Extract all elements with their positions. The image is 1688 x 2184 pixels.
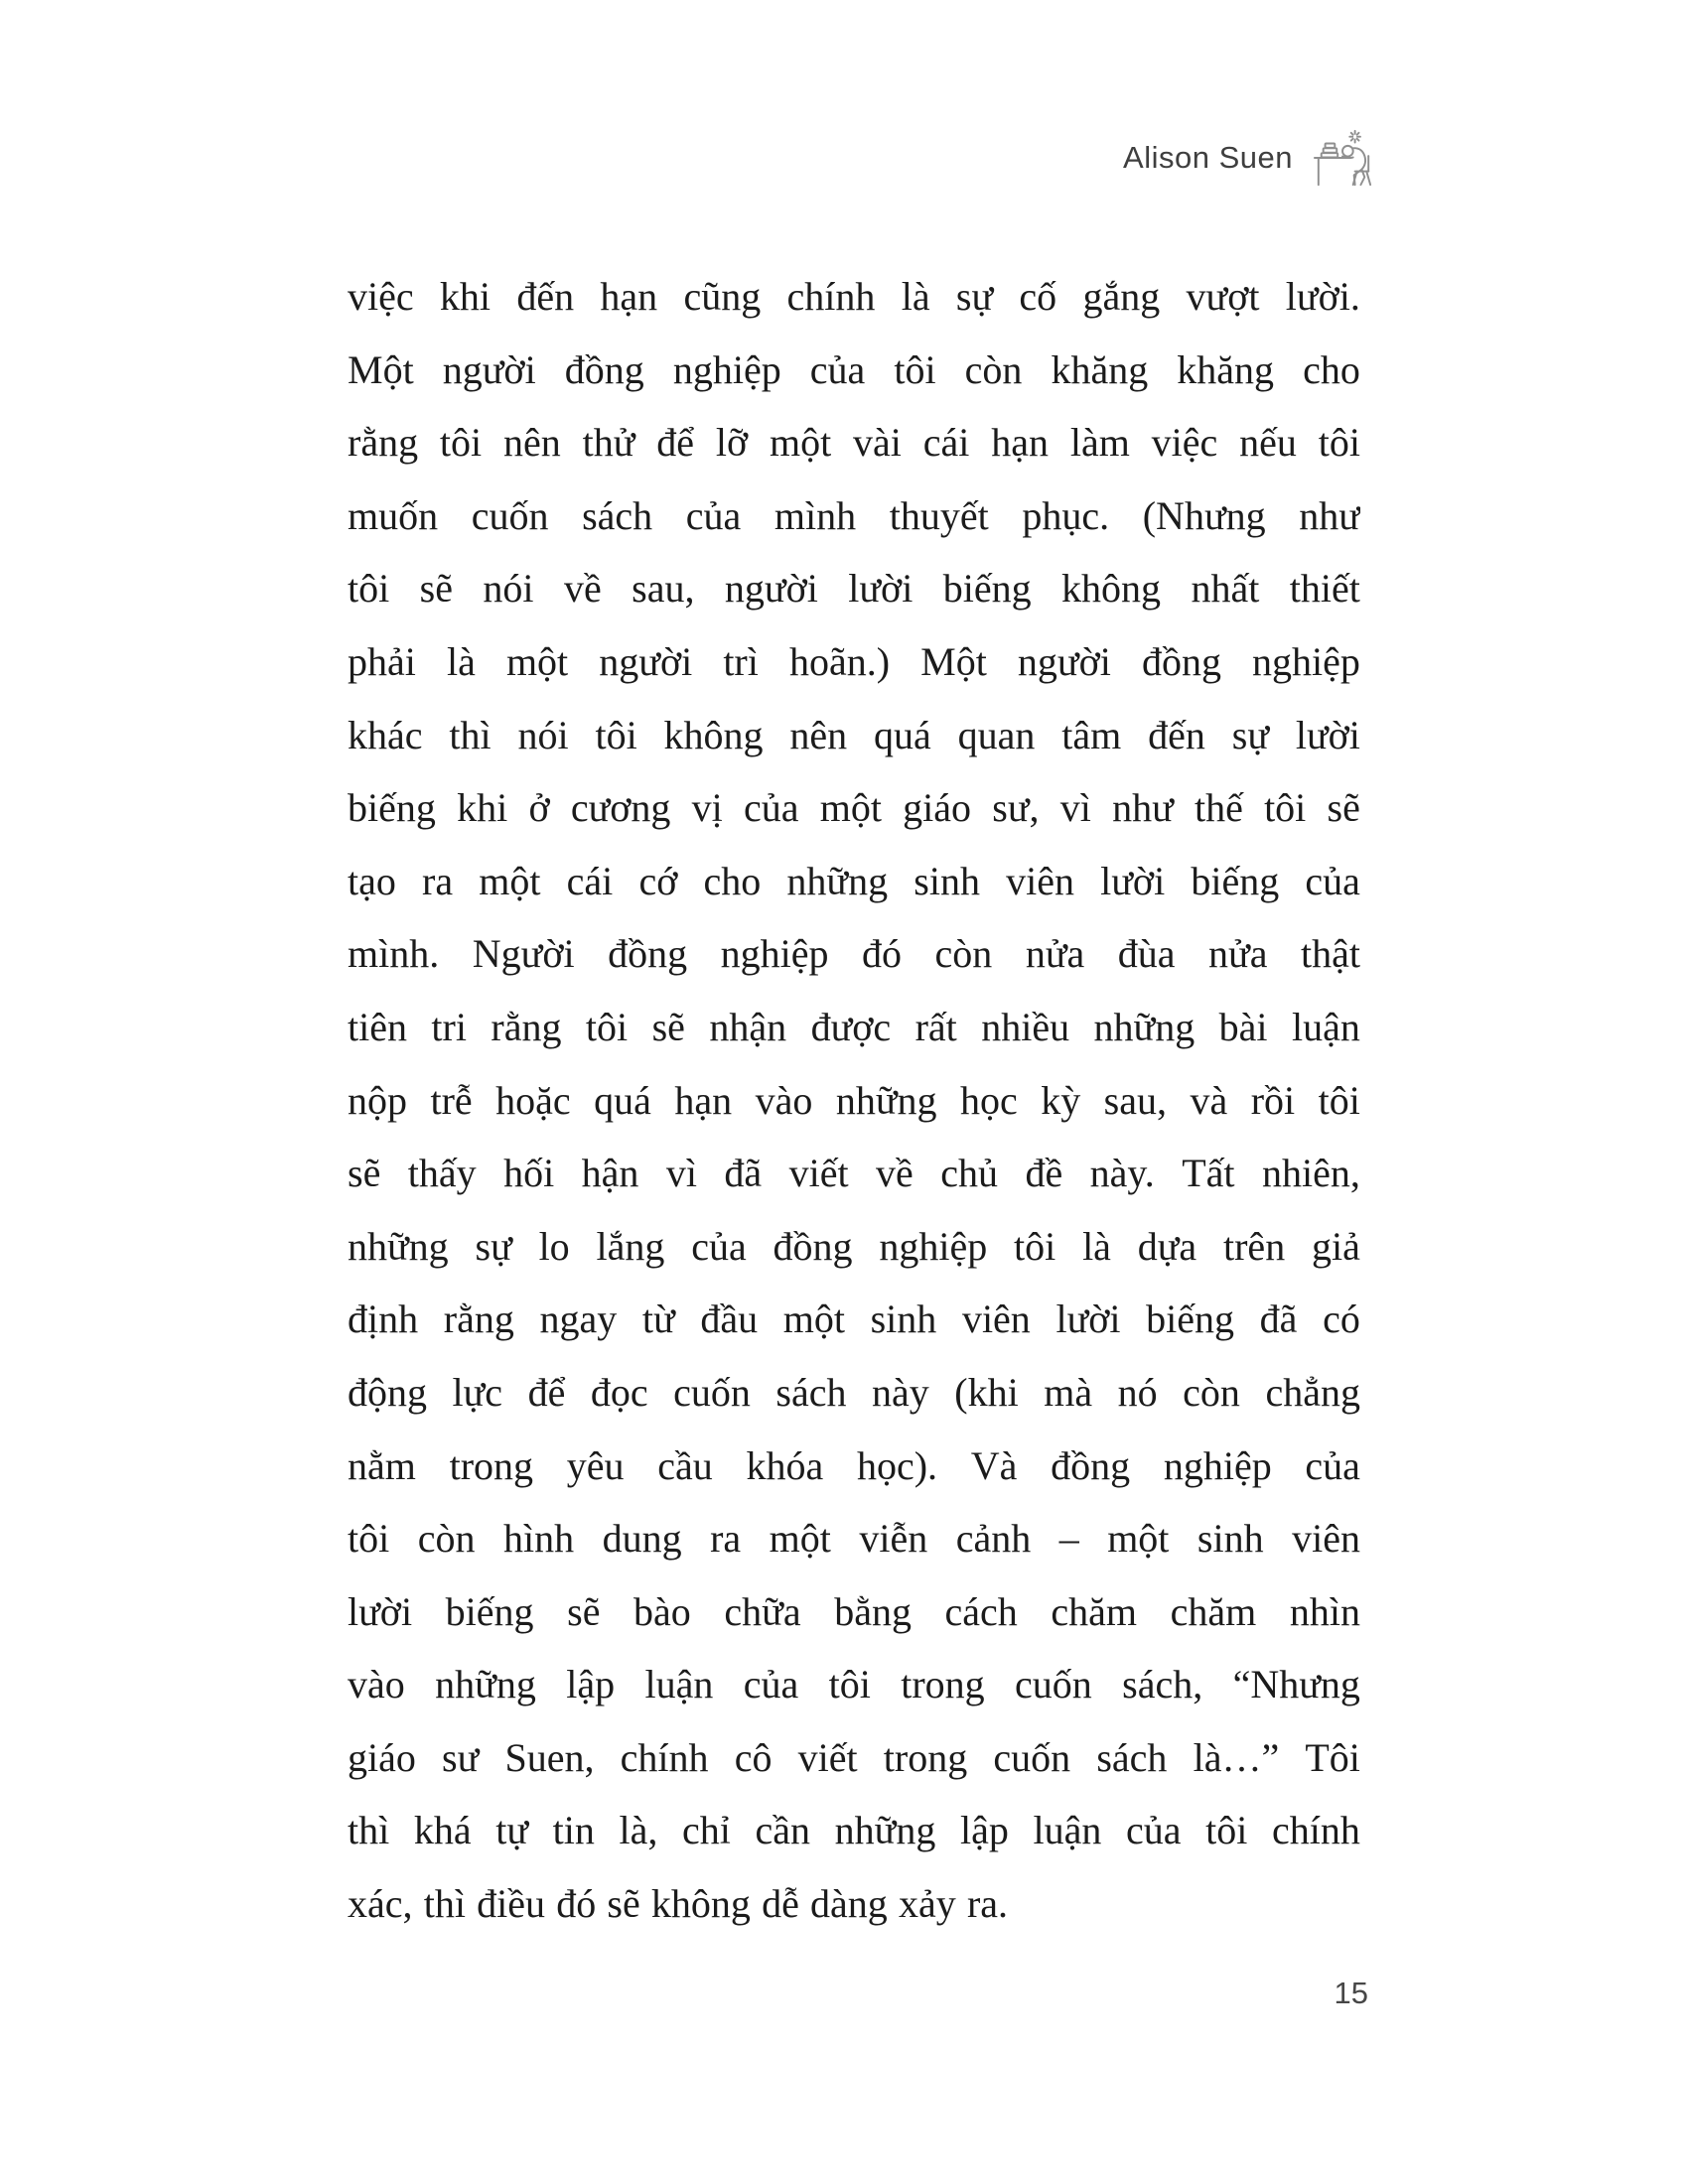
text-line: tạo ra một cái cớ cho những sinh viên lười biếng của: [348, 858, 1360, 903]
chair: [1353, 156, 1370, 185]
text-line: rằng tôi nên thử để lỡ một vài cái hạn làm việc nếu tôi: [348, 420, 1360, 466]
text-line: tiên tri rằng tôi sẽ nhận được rất nhiều những bài luận: [348, 1004, 1360, 1049]
text-line: nộp trễ hoặc quá hạn vào những học kỳ sau, và rồi tôi: [348, 1077, 1360, 1123]
text-line: nằm trong yêu cầu khóa học). Và đồng nghiệp của: [348, 1442, 1360, 1488]
text-line: Một người đồng nghiệp của tôi còn khăng khăng cho: [348, 346, 1360, 392]
text-line: tôi còn hình dung ra một viễn cảnh – một sinh viên: [348, 1516, 1360, 1562]
desk: [1315, 158, 1351, 185]
text-line: phải là một người trì hoãn.) Một người đồng nghiệp: [348, 638, 1360, 684]
text-line: biếng khi ở cương vị của một giáo sư, vì như thế tôi sẽ: [348, 785, 1360, 831]
text-line: việc khi đến hạn cũng chính là sự cố gắng vượt lười.: [348, 274, 1360, 319]
page-number: 15: [1334, 1976, 1368, 2010]
text-line: muốn cuốn sách của mình thuyết phục. (Nhưng như: [348, 492, 1360, 538]
book-stack: [1322, 143, 1337, 157]
body-text-block: [348, 260, 1360, 1941]
sparkle-asterisk: [1349, 131, 1360, 143]
text-line: mình. Người đồng nghiệp đó còn nửa đùa nửa thật: [348, 931, 1360, 977]
text-line: động lực để đọc cuốn sách này (khi mà nó còn chẳng: [348, 1369, 1360, 1415]
text-line: sẽ thấy hối hận vì đã viết về chủ đề này. Tất nhiên,: [348, 1151, 1360, 1196]
text-line: lười biếng sẽ bào chữa bằng cách chăm chăm nhìn: [348, 1588, 1360, 1634]
text-line: giáo sư Suen, chính cô viết trong cuốn sách là…” Tôi: [348, 1734, 1360, 1780]
text-line: xác, thì điều đó sẽ không dễ dàng xảy ra.: [348, 1881, 1009, 1927]
page-header: [1123, 127, 1374, 189]
sleeping-student-at-desk-icon: [1313, 127, 1374, 189]
text-line: định rằng ngay từ đầu một sinh viên lười biếng đã có: [348, 1297, 1360, 1342]
text-line: thì khá tự tin là, chỉ cần những lập luận của tôi chính: [348, 1808, 1360, 1853]
text-line: khác thì nói tôi không nên quá quan tâm đến sự lười: [348, 712, 1360, 757]
author-name: Alison Suen: [1123, 140, 1293, 175]
text-line: vào những lập luận của tôi trong cuốn sách, “Nhưng: [348, 1662, 1360, 1707]
text-line: tôi sẽ nói về sau, người lười biếng không nhất thiết: [348, 566, 1360, 612]
text-line: những sự lo lắng của đồng nghiệp tôi là dựa trên giả: [348, 1223, 1360, 1269]
